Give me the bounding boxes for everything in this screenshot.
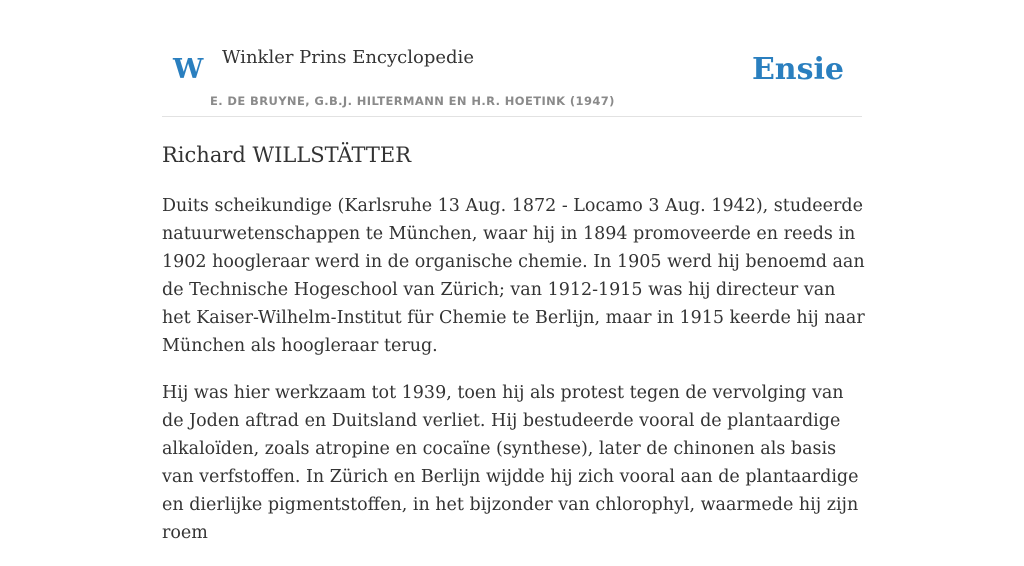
article-body: [162, 192, 867, 566]
article-page: [162, 0, 865, 543]
source-title-link[interactable]: Winkler Prins Encyclopedie: [222, 47, 474, 68]
article-title: Richard WILLSTÄTTER: [162, 143, 412, 167]
source-header: [162, 0, 862, 117]
article-paragraph: Duits scheikundige (Karlsruhe 13 Aug. 1872 - Locamo 3 Aug. 1942), studeerde natuurwetenschappen te München, waar hij in 1894 promoveerde en reeds in 1902 hoogleraar werd in de organische chemie. In 1905 werd hij benoemd aan de Technische Hogeschool van Zürich; van 1912-1915 was hij directeur van het Kaiser-Wilhelm-Institut für Chemie te Berlijn, maar in 1915 keerde hij naar München als hoogleraar terug.: [162, 196, 865, 356]
article-paragraph: Hij was hier werkzaam tot 1939, toen hij als protest tegen de vervolging van de Joden aftrad en Duitsland verliet. Hij bestudeerde vooral de plantaardige alkaloïden, zoals atropine en cocaïne (synthese), later de chinonen als basis van verfstoffen. In Zürich en Berlijn wijdde hij zich vooral aan de plantaardige en dierlijke pigmentstoffen, in het bijzonder van chlorophyl, waarmede hij zijn roem: [162, 383, 859, 543]
source-logo-icon[interactable]: W: [173, 54, 204, 85]
ensie-brand-logo[interactable]: Ensie: [751, 52, 844, 87]
source-authors: E. DE BRUYNE, G.B.J. HILTERMANN EN H.R. HOETINK (1947): [210, 94, 615, 108]
